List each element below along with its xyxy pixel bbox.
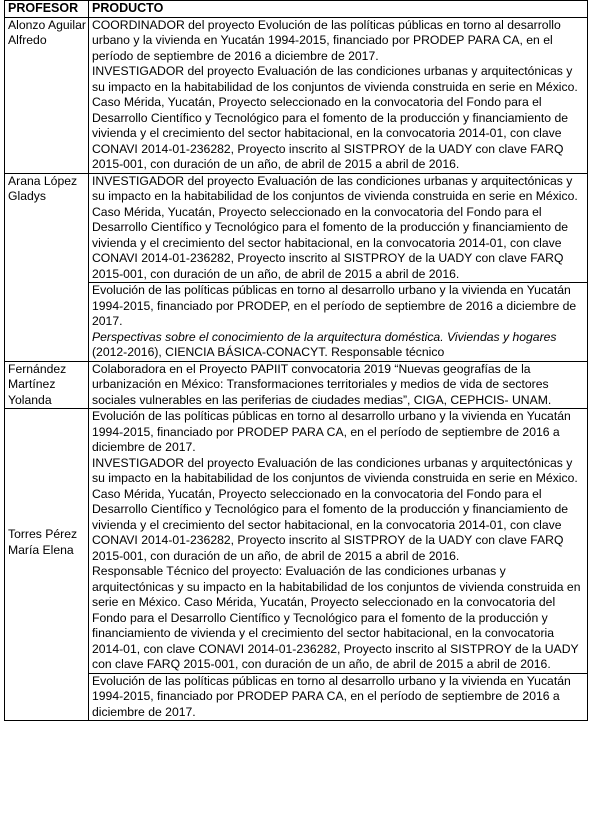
product-entry: COORDINADOR del proyecto Evolución de las políticas públicas en torno al desarrollo urbano y la vivienda en Yucatán 1994-2015, financiado por PRODEP PARA CA, en el período de septiembre de 2016 a diciembre de 2017. <box>92 17 561 63</box>
professor-name: Arana López Gladys <box>5 173 89 361</box>
table-row <box>5 17 588 173</box>
product-entry: INVESTIGADOR del proyecto Evaluación de las condiciones urbanas y arquitectónicas y su impacto en la habitabilidad de los conjuntos de vivienda construida en serie en México. Caso Mérida, Yucatán, Proyecto seleccionado en la convocatoria del Fondo para el Desarrollo Científico y Tecnológico para el fomento de la producción y financiamiento de vivienda y el crecimiento del sector habitacional, en la convocatoria 2014-01, con clave CONAVI 2014-01-236282, Proyecto inscrito al SISTPROY de la UADY con clave FARQ 2015-001, con duración de un año, de abril de 2015 a abril de 2016. <box>92 455 578 563</box>
product-cell <box>89 173 588 283</box>
header-producto: PRODUCTO <box>89 1 588 18</box>
product-cell <box>89 673 588 721</box>
product-cell <box>89 283 588 362</box>
professor-name: Alonzo Aguilar Alfredo <box>5 17 89 173</box>
product-cell <box>89 17 588 173</box>
professor-cell <box>5 409 89 721</box>
header-profesor: PROFESOR <box>5 1 89 18</box>
product-entry: Evolución de las políticas públicas en torno al desarrollo urbano y la vivienda en Yucatán 1994-2015, financiado por PRODEP, en el período de septiembre de 2016 a diciembre de 2017. <box>92 283 577 328</box>
product-entry: INVESTIGADOR del proyecto Evaluación de las condiciones urbanas y arquitectónicas y su impacto en la habitabilidad de los conjuntos de vivienda construida en serie en México. Caso Mérida, Yucatán, Proyecto seleccionado en la convocatoria del Fondo para el Desarrollo Científico y Tecnológico para el fomento de la producción y financiamiento de vivienda y el crecimiento del sector habitacional, en la convocatoria 2014-01, con clave CONAVI 2014-01-236282, Proyecto inscrito al SISTPROY de la UADY con clave FARQ 2015-001, con duración de un año, de abril de 2015 a abril de 2016. <box>92 64 578 171</box>
products-table <box>4 0 588 721</box>
extra-title: Perspectivas sobre el conocimiento de la arquitectura doméstica. Viviendas y hogares <box>92 329 557 344</box>
extra-details: (2012-2016), CIENCIA BÁSICA-CONACYT. Responsable técnico <box>92 345 445 359</box>
product-cell <box>89 409 588 674</box>
table-row <box>5 173 588 283</box>
product-entry: INVESTIGADOR del proyecto Evaluación de las condiciones urbanas y arquitectónicas y su impacto en la habitabilidad de los conjuntos de vivienda construida en serie en México. Caso Mérida, Yucatán, Proyecto seleccionado en la convocatoria del Fondo para el Desarrollo Científico y Tecnológico para el fomento de la producción y financiamiento de vivienda y el crecimiento del sector habitacional, en la convocatoria 2014-01, con clave CONAVI 2014-01-236282, Proyecto inscrito al SISTPROY de la UADY con clave FARQ 2015-001, con duración de un año, de abril de 2015 a abril de 2016. <box>92 173 578 281</box>
product-entry: Responsable Técnico del proyecto: Evaluación de las condiciones urbanas y arquitectónicas y su impacto en la habitabilidad de los conjuntos de vivienda construida en serie en México. Caso Mérida, Yucatán, Proyecto seleccionado en la convocatoria del Fondo para el Desarrollo Científico y Tecnológico para el fomento de la producción y financiamiento de vivienda y el crecimiento del sector habitacional, en la convocatoria 2014-01, con clave CONAVI 2014-01-236282, Proyecto inscrito al SISTPROY de la UADY con clave FARQ 2015-001, con duración de un año, de abril de 2015 a abril de 2016. <box>92 564 581 671</box>
header-row <box>5 1 588 18</box>
product-entry-extra <box>92 330 585 361</box>
table-row <box>5 283 588 362</box>
table-row <box>5 361 588 409</box>
product-entry: Evolución de las políticas públicas en torno al desarrollo urbano y la vivienda en Yucatán 1994-2015, financiado por PRODEP PARA CA, en el período de septiembre de 2016 a diciembre de 2017. <box>92 409 571 454</box>
table-row <box>5 673 588 721</box>
professor-name: Fernández Martínez Yolanda <box>5 361 89 409</box>
table-row <box>5 409 588 674</box>
product-entry: Evolución de las políticas públicas en torno al desarrollo urbano y la vivienda en Yucatán 1994-2015, financiado por PRODEP PARA CA, en el período de septiembre de 2016 a diciembre de 2017. <box>92 673 571 719</box>
professor-name: Torres Pérez María Elena <box>8 527 78 557</box>
product-cell <box>89 361 588 409</box>
product-entry: Colaboradora en el Proyecto PAPIIT convocatoria 2019 “Nuevas geografías de la urbanización en México: Transformaciones territoriales y medios de vida de sectores sociales vulnerables en las periferias de ciudades medias”, CIGA, CEPHCIS- UNAM. <box>92 361 552 407</box>
